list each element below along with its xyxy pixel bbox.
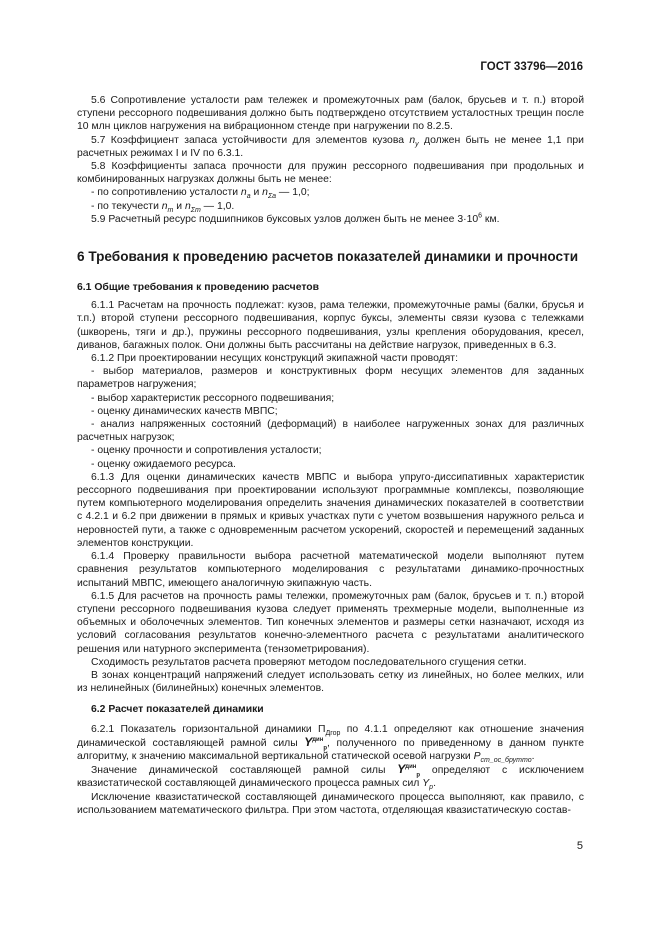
paragraph-6-1-2: 6.1.2 При проектировании несущих конструкций экипажной части проводят: [91,353,458,365]
paragraph-6-1-1: 6.1.1 Расчетам на прочность подлежат: кузов, рама тележки, промежуточные рамы (балки, брусья и т.п.) второй ступени рессорного подвешивания, корпус буксы, элементы связи кузова с тележками (шкворень, тяги и др.), пружины рессорного подвешивания, узлы крепления оборудования, кресел, диванов, багажных полок. Они должны быть рассчитаны на действие нагрузок, приведенных в 6.3. [77,300,584,351]
paragraph-6-1-4: 6.1.4 Проверку правильности выбора расчетной математической модели выполняют путем сравнения результатов компьютерного моделирования с результатами динамико-прочностных испытаний МВПС, имеющего аналогичную экипажную часть. [77,551,584,589]
list-item-fatigue: - по сопротивлению усталости $n_a$ и $n_{\Sigma a}$ — 1,0; [91,187,310,201]
paragraph-5-7: 5.7 Коэффициент запаса устойчивости для элементов кузова $n_y$ должен быть не менее 1,1 при расчетных режимах I и IV по 6.3.1. [77,134,584,159]
symbol-y-dyn: $Y^{дин}_р$ [397,762,421,779]
list-item: - оценку прочности и сопротивления усталости; [91,445,322,457]
list-item: - выбор характеристик рессорного подвешивания; [91,392,335,404]
paragraph-6-1-5: 6.1.5 Для расчетов на прочность рамы тележки, промежуточных рам (балок, брусьев и т. п.) второй ступени рессорного подвешивания кузова следует применять трехмерные модели, выполненные из объемных и оболочечных элементов. Тип конечных элементов и размеры сетки назначают, исходя из условий согласования результатов конечно-элементного расчета с результатами аналитического решения или натурного эксперимента (тензометрирования). [77,590,584,655]
paragraph-5-9: 5.9 Расчетный ресурс подшипников буксовых узлов должен быть не менее $3\cdot 10^6$ км. [91,212,500,225]
paragraph-6-1-5-mesh: В зонах концентраций напряжений следует использовать сетку из линейных, но более мелких, или из нелинейных (билинейных) конечных элементов. [77,669,584,695]
symbol-n-t: $n_т$ [161,200,174,214]
symbol-n-a: $n_a$ [240,187,251,201]
list-item: - анализ напряженных состояний (деформаций) в наиболее нагруженных зонах для различных расчетных нагрузок; [77,419,584,444]
list-item: - оценку ожидаемого ресурса. [91,458,236,470]
symbol-n-sigma-t: $n_{\Sigma т}$ [184,200,201,214]
paragraph-6-2-1: 6.2.1 Показатель горизонтальной динамики $П_{Дгор}$ по 4.1.1 определяют как отношение значения динамической составляющей рамной силы $Y^{дин}_р$, полученного по приведенному в данном пункте алгоритму, к значению максимальной вертикальной статической осевой нагрузки $P_{ст\_ос\_брутто}$. [77,723,584,765]
paragraph-5-8: 5.8 Коэффициенты запаса прочности для пружин рессорного подвешивания при продольных и комбинированных нагрузках должны быть не менее: [77,161,584,186]
paragraph-6-1-3: 6.1.3 Для оценки динамических качеств МВПС и выбора упруго-диссипативных характеристик рессорного подвешивания при проектировании используют программные комплексы, позволяющие путем компьютерного моделирования определить значения динамических показателей в соответствии с 4.2.1 и 6.2 при движении в прямых и кривых участках пути с учетом возвышения наружного рельса и неровностей пути, а также с одновременным расчетом ускорений, скоростей и перемещений заданных элементов конструкции. [77,471,584,549]
list-item: - оценку динамических качеств МВПС; [91,405,278,417]
paragraph-5-6: 5.6 Сопротивление усталости рам тележек и промежуточных рам (балок, брусьев и т. п.) второй ступени рессорного подвешивания должно быть подтверждено отсутствием усталостных трещин после 10 млн циклов нагружения на вибрационном стенде при нагружении по 8.2.5. [77,95,584,133]
list-item-yield: - по текучести $n_т$ и $n_{\Sigma т}$ — 1,0. [91,200,235,214]
symbol-p-static: $P_{ст\_ос\_брутто}$ [473,750,532,765]
page-content [77,94,584,817]
subsection-heading-6-1: 6.1 Общие требования к проведению расчетов [77,282,320,294]
paragraph-6-2-1-filter: Исключение квазистатической составляющей динамического процесса выполняют, как правило, с использованием математического фильтра. При этом частота, отделяющая квазистатическую состав- [77,791,584,816]
document-header: ГОСТ 33796—2016 [480,61,583,73]
paragraph-6-2-1-dynamic: Значение динамической составляющей рамной силы $Y^{дин}_р$ определяют с исключением квазистатической составляющей динамического процесса рамных сил $Y_р$. [77,762,584,792]
symbol-n-y: $n_y$ [409,134,419,148]
symbol-y-p: $Y_р$ [422,778,434,792]
section-heading-6: 6 Требования к проведению расчетов показателей динамики и прочности [77,249,579,265]
subsection-heading-6-2: 6.2 Расчет показателей динамики [91,704,264,716]
symbol-n-sigma-a: $n_{\Sigma a}$ [262,187,277,201]
list-item: - выбор материалов, размеров и конструктивных форм несущих элементов для заданных параметров нагружения; [77,366,584,391]
paragraph-6-1-5-convergence: Сходимость результатов расчета проверяют методом последовательного сгущения сетки. [91,656,527,668]
symbol-y-dyn: $Y^{дин}_р$ [304,734,328,752]
page-number: 5 [576,840,583,852]
